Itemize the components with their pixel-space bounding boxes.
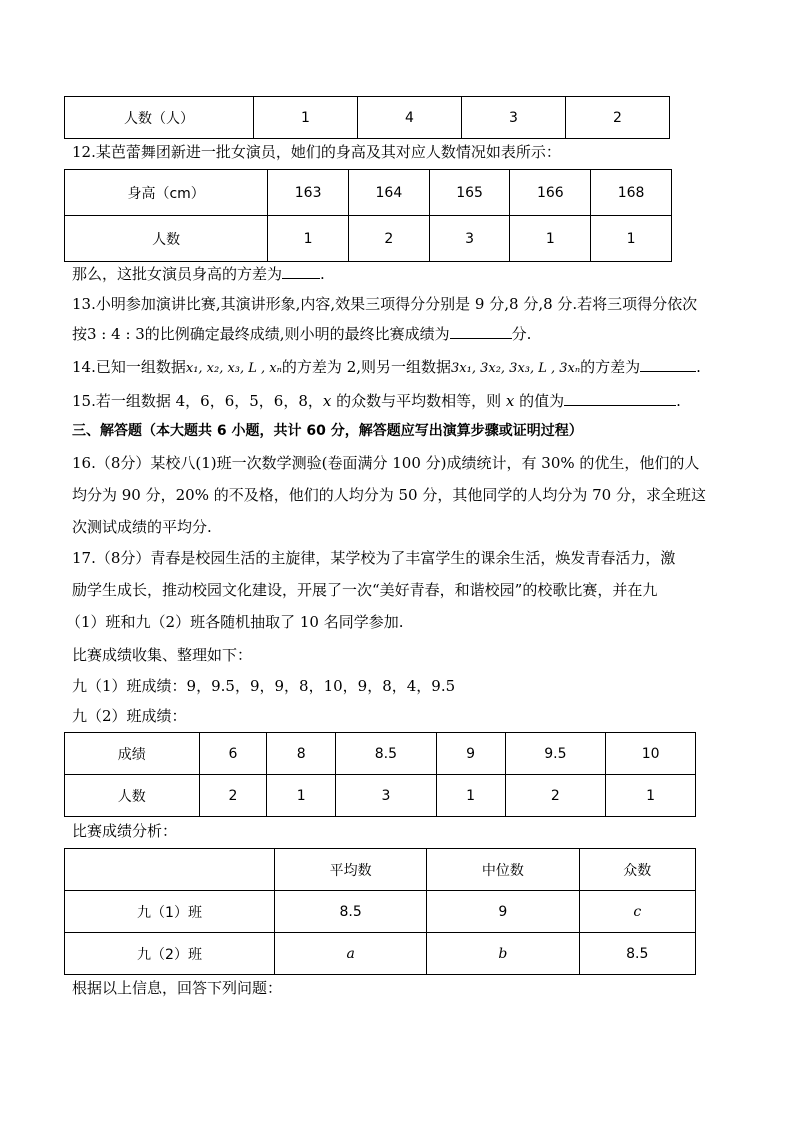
table-cell: 3 — [462, 97, 566, 139]
table-cell: 2 — [566, 97, 670, 139]
table-header: 众数 — [579, 849, 696, 891]
question-text: 14.已知一组数据 — [72, 358, 186, 376]
question-16-line-1: 16.（8分）某校八(1)班一次数学测验(卷面满分 100 分)成绩统计，有 30% 的优生，他们的人 — [72, 454, 700, 472]
section-3-heading: 三、解答题（本大题共 6 小题，共计 60 分，解答题应写出演算步骤或证明过程） — [72, 423, 583, 439]
math-var: x — [322, 392, 332, 410]
question-end: . — [676, 392, 681, 410]
question-text: 的值为 — [514, 392, 565, 410]
question-12-question — [72, 264, 325, 284]
question-text: 的方差为 — [580, 358, 641, 376]
question-text: 那么，这批女演员身高的方差为 — [72, 265, 283, 283]
table-cell: 9 — [427, 891, 579, 933]
table-row-label: 九（2）班 — [65, 933, 275, 975]
table-cell: 2 — [199, 775, 267, 817]
class-1-scores: 九（1）班成绩：9，9.5，9，9，8，10，9，8，4，9.5 — [72, 677, 456, 695]
top-count-table — [64, 96, 670, 139]
question-17-line-1: 17.（8分）青春是校园生活的主旋律，某学校为了丰富学生的课余生活，焕发青春活力，激 — [72, 549, 676, 567]
analysis-table — [64, 848, 696, 975]
table-cell: 1 — [510, 216, 591, 262]
question-14 — [72, 357, 701, 379]
table-header: 中位数 — [427, 849, 579, 891]
answer-blank — [564, 391, 676, 406]
question-text: 的众数与平均数相等，则 — [331, 392, 506, 410]
class-2-scores-label: 九（2）班成绩： — [72, 707, 187, 725]
table-row-label: 人数 — [65, 775, 200, 817]
question-end: . — [320, 265, 325, 283]
table-cell: 1 — [268, 216, 349, 262]
answer-blank — [282, 264, 320, 279]
table-cell: 1 — [606, 775, 696, 817]
table-cell: 3 — [336, 775, 437, 817]
table-cell: 6 — [199, 733, 267, 775]
table-cell: 8.5 — [275, 891, 427, 933]
table-cell: 2 — [505, 775, 606, 817]
question-text: 的方差为 2,则另一组数据 — [281, 358, 452, 376]
table-cell: b — [427, 933, 579, 975]
height-table — [64, 169, 672, 262]
closing-prompt: 根据以上信息，回答下列问题： — [72, 979, 283, 997]
table-cell: 2 — [349, 216, 430, 262]
question-13-line-2 — [72, 324, 531, 344]
question-17-line-2: 励学生成长，推动校园文化建设，开展了一次“美好青春，和谐校园”的校歌比赛，并在九 — [72, 581, 658, 599]
class-2-score-table — [64, 732, 696, 817]
table-row-label: 人数（人） — [65, 97, 254, 139]
question-13-line-1: 13.小明参加演讲比赛,其演讲形象,内容,效果三项得分分别是 9 分,8 分,8 分.若将三项得分依次 — [72, 295, 698, 313]
table-cell: 10 — [606, 733, 696, 775]
question-12-text: 12.某芭蕾舞团新进一批女演员，她们的身高及其对应人数情况如表所示： — [72, 143, 561, 161]
table-row-label: 人数 — [65, 216, 268, 262]
answer-blank — [640, 357, 696, 372]
table-row-label: 成绩 — [65, 733, 200, 775]
question-16-line-3: 次测试成绩的平均分. — [72, 518, 212, 536]
math-set-1: x₁, x₂, x₃, L , xₙ — [185, 361, 282, 376]
question-text: 15.若一组数据 4，6，6，5，6，8， — [72, 392, 323, 410]
collect-heading: 比赛成绩收集、整理如下： — [72, 646, 253, 664]
table-cell: 164 — [349, 170, 430, 216]
table-cell: 8.5 — [579, 933, 696, 975]
table-cell: 3 — [429, 216, 510, 262]
table-cell: 9 — [436, 733, 505, 775]
table-header: 平均数 — [275, 849, 427, 891]
question-15 — [72, 391, 681, 411]
table-cell: 4 — [358, 97, 462, 139]
table-cell: 165 — [429, 170, 510, 216]
question-end: . — [696, 358, 701, 376]
table-cell: 1 — [436, 775, 505, 817]
table-cell: 1 — [267, 775, 336, 817]
table-cell: 9.5 — [505, 733, 606, 775]
table-cell: 166 — [510, 170, 591, 216]
table-cell: c — [579, 891, 696, 933]
table-cell: a — [275, 933, 427, 975]
answer-blank — [450, 324, 512, 339]
analysis-heading: 比赛成绩分析： — [72, 822, 178, 840]
table-cell: 163 — [268, 170, 349, 216]
table-cell: 8.5 — [336, 733, 437, 775]
table-row-label: 身高（cm） — [65, 170, 268, 216]
math-set-2: 3x₁, 3x₂, 3x₃, L , 3xₙ — [451, 361, 581, 376]
table-cell: 1 — [591, 216, 672, 262]
question-16-line-2: 均分为 90 分，20% 的不及格，他们的人均分为 50 分，其他同学的人均分为 70 分，求全班这 — [72, 486, 706, 504]
question-end: 分. — [511, 325, 532, 343]
table-cell: 168 — [591, 170, 672, 216]
math-var: x — [505, 392, 515, 410]
table-row-label: 九（1）班 — [65, 891, 275, 933]
table-cell: 1 — [254, 97, 358, 139]
question-text: 按3 : 4 : 3的比例确定最终成绩,则小明的最终比赛成绩为 — [72, 325, 450, 343]
table-corner-cell — [65, 849, 275, 891]
table-cell: 8 — [267, 733, 336, 775]
question-17-line-3: （1）班和九（2）班各随机抽取了 10 名同学参加. — [66, 613, 404, 631]
